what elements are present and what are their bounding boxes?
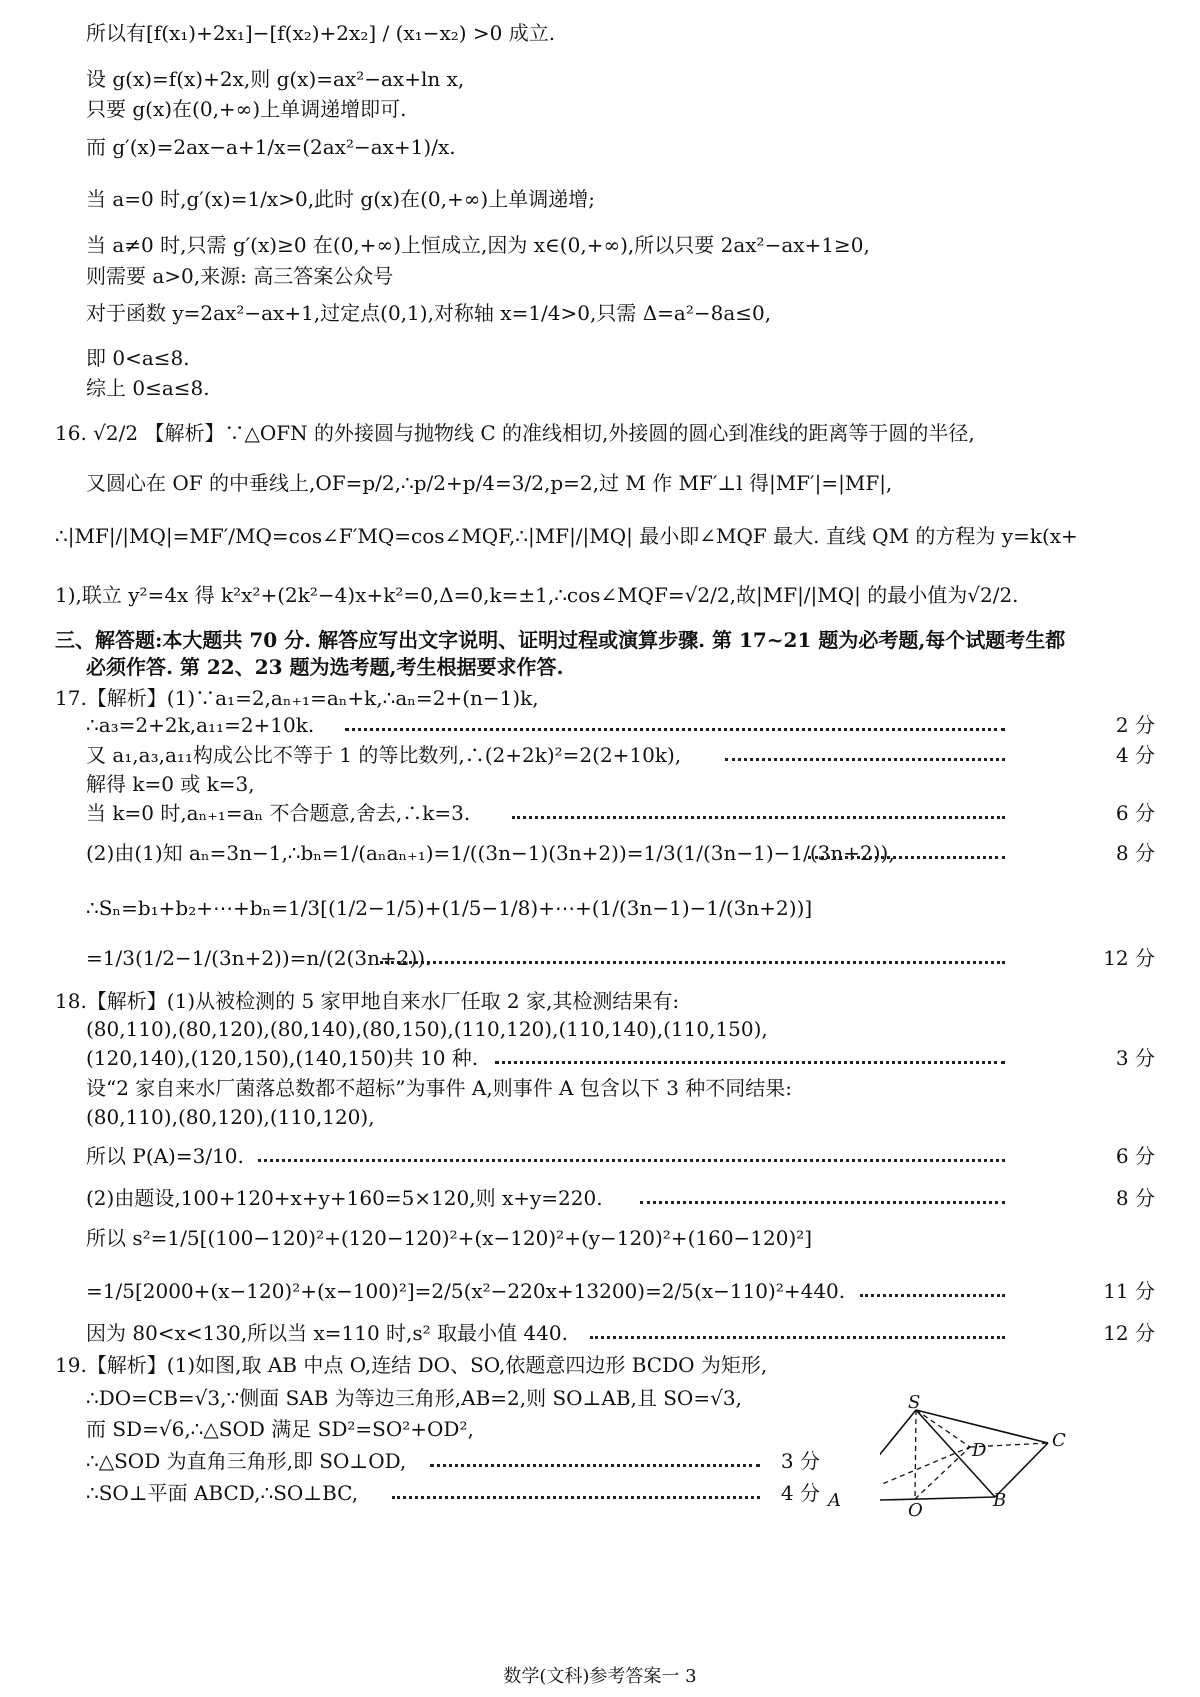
vertex-label-A: A — [828, 1490, 841, 1511]
q17-line: 解得 k=0 或 k=3, — [86, 772, 255, 796]
score-label: 6 分 — [1115, 801, 1155, 825]
text-line: 对于函数 y=2ax²−ax+1,过定点(0,1),对称轴 x=1/4>0,只需 Δ=a²−8a≤0, — [86, 301, 772, 325]
vertex-label-S: S — [908, 1392, 921, 1413]
text-line: 所以有[f(x₁)+2x₁]−[f(x₂)+2x₂] / (x₁−x₂) >0 成立. — [86, 21, 556, 45]
q17-line: 又 a₁,a₃,a₁₁构成公比不等于 1 的等比数列,∴(2+2k)²=2(2+10k), — [86, 743, 682, 767]
q18-line: (80,110),(80,120),(80,140),(80,150),(110,120),(110,140),(110,150), — [86, 1017, 768, 1041]
q19-line: 而 SD=√6,∴△SOD 满足 SD²=SO²+OD², — [86, 1417, 474, 1441]
q18-line: (80,110),(80,120),(110,120), — [86, 1105, 375, 1129]
segment-SO — [915, 1410, 916, 1499]
q18-line: =1/5[2000+(x−120)²+(x−100)²]=2/5(x²−220x+13200)=2/5(x−110)²+440. — [86, 1279, 846, 1303]
vertex-label-O: O — [908, 1500, 923, 1521]
dot-leader — [590, 1336, 1005, 1339]
dot-leader — [495, 1061, 1005, 1064]
score-label: 3 分 — [1115, 1046, 1155, 1070]
dot-leader — [258, 1159, 1005, 1162]
q18-line: 18.【解析】(1)从被检测的 5 家甲地自来水厂任取 2 家,其检测结果有: — [55, 989, 680, 1013]
dot-leader — [345, 728, 1005, 731]
edge-AB — [880, 1497, 995, 1501]
score-label: 11 分 — [1103, 1279, 1155, 1303]
q17-line: ∴a₃=2+2k,a₁₁=2+10k. — [86, 713, 315, 737]
text-line: 当 a=0 时,g′(x)=1/x>0,此时 g(x)在(0,+∞)上单调递增; — [86, 187, 595, 211]
dot-leader — [808, 856, 1005, 859]
q18-line: (120,140),(120,150),(140,150)共 10 种. — [86, 1046, 479, 1070]
edge-BC — [995, 1443, 1048, 1497]
segment-OD — [915, 1447, 970, 1499]
text-line: 则需要 a>0,来源: 高三答案公众号 — [86, 264, 394, 288]
q17-line: =1/3(1/2−1/(3n+2))=n/(2(3n+2)). — [86, 946, 432, 970]
q19-line: ∴SO⊥平面 ABCD,∴SO⊥BC, — [86, 1481, 359, 1505]
edge-SA — [880, 1410, 916, 1501]
dot-leader — [380, 961, 1005, 964]
q18-line: 设“2 家自来水厂菌落总数都不超标”为事件 A,则事件 A 包含以下 3 种不同结果: — [86, 1076, 793, 1100]
q16-line: 又圆心在 OF 的中垂线上,OF=p/2,∴p/2+p/4=3/2,p=2,过 M 作 MF′⊥l 得|MF′|=|MF|, — [86, 471, 893, 495]
text-line: 即 0<a≤8. — [86, 346, 190, 370]
q18-line: 所以 s²=1/5[(100−120)²+(120−120)²+(x−120)²+(y−120)²+(160−120)²] — [86, 1226, 813, 1250]
q16-line: 1),联立 y²=4x 得 k²x²+(2k²−4)x+k²=0,Δ=0,k=±1,∴cos∠MQF=√2/2,故|MF|/|MQ| 的最小值为√2/2. — [55, 583, 1019, 607]
dot-leader — [860, 1294, 1005, 1297]
page-footer: 数学(文科)参考答案一 3 — [503, 1666, 697, 1687]
score-label: 12 分 — [1103, 946, 1155, 970]
q16-line: ∴|MF|/|MQ|=MF′/MQ=cos∠F′MQ=cos∠MQF,∴|MF|/|MQ| 最小即∠MQF 最大. 直线 QM 的方程为 y=k(x+ — [55, 524, 1078, 548]
dot-leader — [430, 1464, 760, 1467]
q17-line: (2)由(1)知 aₙ=3n−1,∴bₙ=1/(aₙaₙ₊₁)=1/((3n−1)(3n+2))=1/3(1/(3n−1)−1/(3n+2)), — [86, 841, 895, 865]
section-heading: 必须作答. 第 22、23 题为选考题,考生根据要求作答. — [86, 655, 564, 679]
pyramid-figure — [880, 1405, 1100, 1545]
score-label: 3 分 — [780, 1449, 820, 1473]
q18-line: 所以 P(A)=3/10. — [86, 1144, 244, 1168]
vertex-label-B: B — [993, 1490, 1007, 1511]
score-label: 4 分 — [1115, 743, 1155, 767]
text-line: 只要 g(x)在(0,+∞)上单调递增即可. — [86, 97, 407, 121]
score-label: 4 分 — [780, 1481, 820, 1505]
vertex-label-C: C — [1052, 1430, 1066, 1451]
edge-SD — [916, 1410, 970, 1447]
vertex-label-D: D — [972, 1440, 987, 1461]
q19-line: ∴DO=CB=√3,∵侧面 SAB 为等边三角形,AB=2,则 SO⊥AB,且 SO=√3, — [86, 1386, 742, 1410]
score-label: 12 分 — [1103, 1321, 1155, 1345]
q17-line: ∴Sₙ=b₁+b₂+⋯+bₙ=1/3[(1/2−1/5)+(1/5−1/8)+⋯+(1/(3n−1)−1/(3n+2))] — [86, 896, 813, 920]
score-label: 2 分 — [1115, 713, 1155, 737]
text-line: 当 a≠0 时,只需 g′(x)≥0 在(0,+∞)上恒成立,因为 x∈(0,+∞),所以只要 2ax²−ax+1≥0, — [86, 233, 870, 257]
q17-line: 17.【解析】(1)∵a₁=2,aₙ₊₁=aₙ+k,∴aₙ=2+(n−1)k, — [55, 686, 539, 710]
dot-leader — [725, 758, 1005, 761]
edge-SC — [916, 1410, 1048, 1443]
score-label: 6 分 — [1115, 1144, 1155, 1168]
q18-line: (2)由题设,100+120+x+y+160=5×120,则 x+y=220. — [86, 1186, 603, 1210]
text-line: 综上 0≤a≤8. — [86, 376, 210, 400]
dot-leader — [392, 1496, 760, 1499]
q18-line: 因为 80<x<130,所以当 x=110 时,s² 取最小值 440. — [86, 1321, 568, 1345]
text-line: 设 g(x)=f(x)+2x,则 g(x)=ax²−ax+ln x, — [86, 67, 465, 91]
score-label: 8 分 — [1115, 1186, 1155, 1210]
text-line: 而 g′(x)=2ax−a+1/x=(2ax²−ax+1)/x. — [86, 135, 456, 159]
section-heading: 三、解答题:本大题共 70 分. 解答应写出文字说明、证明过程或演算步骤. 第 17~21 题为必考题,每个试题考生都 — [55, 628, 1066, 652]
score-label: 8 分 — [1115, 841, 1155, 865]
q17-line: 当 k=0 时,aₙ₊₁=aₙ 不合题意,舍去,∴k=3. — [86, 801, 471, 825]
q16-line: 16. √2/2 【解析】∵△OFN 的外接圆与抛物线 C 的准线相切,外接圆的圆心到准线的距离等于圆的半径, — [55, 421, 975, 445]
q19-line: 19.【解析】(1)如图,取 AB 中点 O,连结 DO、SO,依题意四边形 BCDO 为矩形, — [55, 1353, 768, 1377]
q19-line: ∴△SOD 为直角三角形,即 SO⊥OD, — [86, 1449, 407, 1473]
dot-leader — [640, 1201, 1005, 1204]
dot-leader — [512, 816, 1005, 819]
